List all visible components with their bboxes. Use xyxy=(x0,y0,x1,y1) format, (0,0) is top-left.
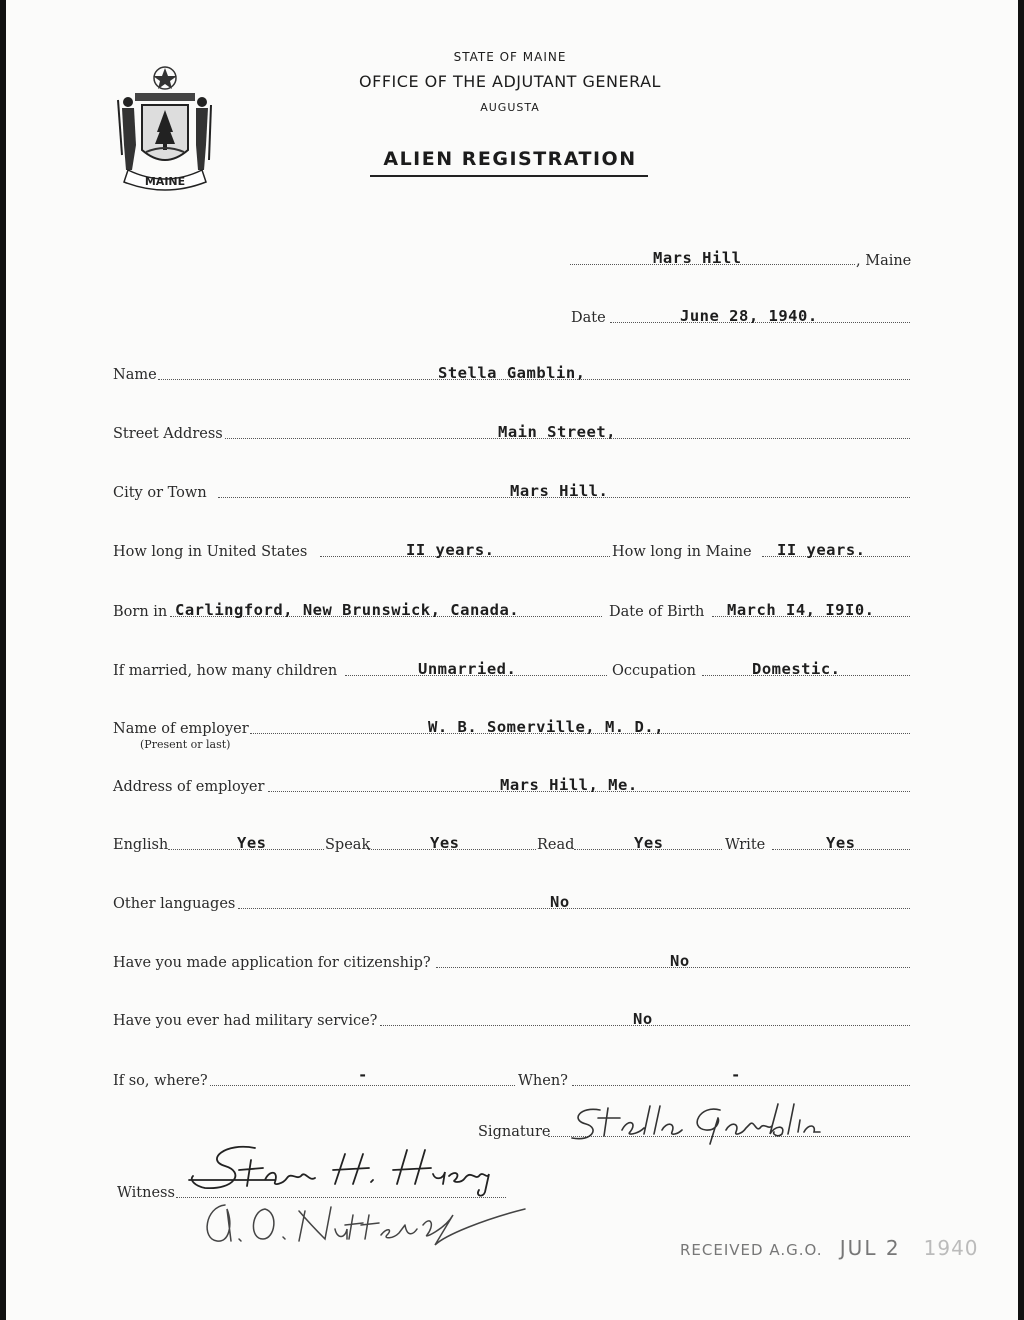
witness-second-signature xyxy=(195,1195,535,1253)
title-underline xyxy=(370,175,648,177)
form-title: ALIEN REGISTRATION xyxy=(383,148,637,170)
stamp-received-text: RECEIVED A.G.O. xyxy=(680,1241,823,1259)
dob-label: Date of Birth xyxy=(609,604,705,620)
employer-address-value: Mars Hill, Me. xyxy=(500,776,638,794)
stamp-date: JUL 2 xyxy=(839,1236,901,1260)
employer-value: W. B. Somerville, M. D., xyxy=(428,718,664,736)
street-label: Street Address xyxy=(113,426,223,442)
city-label: City or Town xyxy=(113,485,207,501)
born-value: Carlingford, New Brunswick, Canada. xyxy=(175,601,520,619)
when-value: - xyxy=(731,1066,741,1084)
date-label: Date xyxy=(571,310,606,326)
when-label: When? xyxy=(518,1073,568,1089)
street-value: Main Street, xyxy=(498,423,616,441)
city-value: Mars Hill. xyxy=(510,482,609,500)
signature-handwriting xyxy=(560,1098,850,1148)
header-office: OFFICE OF THE ADJUTANT GENERAL xyxy=(359,72,661,91)
stamp-year: 1940 xyxy=(923,1236,979,1260)
children-label: If married, how many children xyxy=(113,663,338,679)
born-label: Born in xyxy=(113,604,168,620)
other-languages-label: Other languages xyxy=(113,896,236,912)
us-duration-value: II years. xyxy=(406,541,495,559)
header-state: STATE OF MAINE xyxy=(453,50,567,64)
military-label: Have you ever had military service? xyxy=(113,1013,378,1029)
signature-label: Signature xyxy=(478,1124,551,1140)
occupation-value: Domestic. xyxy=(752,660,841,678)
location-suffix: , Maine xyxy=(856,253,912,269)
left-scan-border xyxy=(0,0,6,1320)
us-duration-label: How long in United States xyxy=(113,544,308,560)
maine-duration-value: II years. xyxy=(777,541,866,559)
read-label: Read xyxy=(537,837,575,853)
other-languages-value: No xyxy=(550,893,570,911)
military-value: No xyxy=(633,1010,653,1028)
speak-value: Yes xyxy=(430,834,460,852)
citizenship-value: No xyxy=(670,952,690,970)
name-value: Stella Gamblin, xyxy=(438,364,586,382)
write-value: Yes xyxy=(826,834,856,852)
read-value: Yes xyxy=(634,834,664,852)
dob-value: March I4, I9I0. xyxy=(727,601,875,619)
witness-label: Witness xyxy=(117,1185,175,1201)
name-label: Name xyxy=(113,367,157,383)
children-value: Unmarried. xyxy=(418,660,517,678)
location-value: Mars Hill xyxy=(653,249,742,267)
occupation-label: Occupation xyxy=(612,663,696,679)
when-line xyxy=(572,1083,910,1086)
citizenship-label: Have you made application for citizenship? xyxy=(113,955,431,971)
date-value: June 28, 1940. xyxy=(680,307,818,325)
where-label: If so, where? xyxy=(113,1073,208,1089)
employer-sublabel: (Present or last) xyxy=(140,738,231,751)
maine-duration-label: How long in Maine xyxy=(612,544,752,560)
right-scan-border xyxy=(1018,0,1024,1320)
header-city: AUGUSTA xyxy=(480,101,540,114)
employer-address-label: Address of employer xyxy=(113,779,265,795)
received-stamp xyxy=(680,1236,979,1260)
maine-state-seal xyxy=(110,60,220,195)
english-label: English xyxy=(113,837,169,853)
where-value: - xyxy=(358,1066,368,1084)
other-languages-line xyxy=(238,906,910,909)
write-label: Write xyxy=(725,837,766,853)
speak-label: Speak xyxy=(325,837,371,853)
employer-label: Name of employer xyxy=(113,721,249,737)
seal-banner-text: MAINE xyxy=(144,175,186,188)
witness-signature xyxy=(185,1140,505,1200)
english-value: Yes xyxy=(237,834,267,852)
